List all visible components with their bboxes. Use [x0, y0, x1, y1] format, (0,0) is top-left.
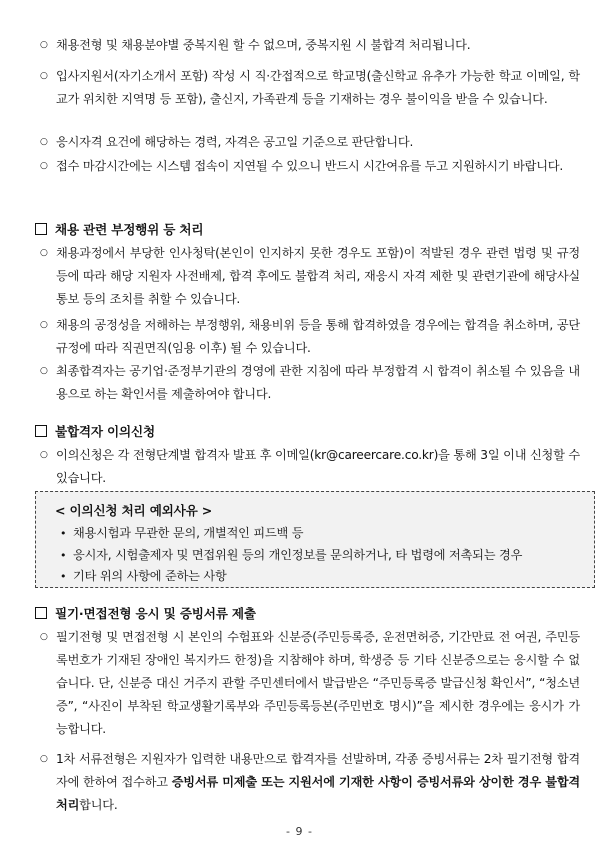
square-box-icon	[35, 223, 47, 235]
list-item	[40, 748, 580, 817]
list-item	[40, 360, 580, 406]
circle-bullet-icon: ○	[40, 754, 48, 764]
emphasis-text: 증빙서류 미제출 또는 지원서에 기재한 사항이 증빙서류와 상이한 경우 불합격 처리	[56, 775, 580, 812]
appeal-exception-box	[35, 491, 595, 588]
list-item-text: 응시자격 요건에 해당하는 경력, 자격은 공고일 기준으로 판단합니다.	[56, 135, 414, 149]
circle-bullet-icon: ○	[40, 71, 48, 81]
notice-title: < 이의신청 처리 예외사유 >	[55, 503, 213, 518]
list-item	[40, 314, 580, 360]
list-item	[40, 444, 580, 490]
circle-bullet-icon: ○	[40, 248, 48, 258]
dot-bullet-icon: •	[60, 527, 67, 540]
notice-list	[60, 523, 522, 588]
list-item	[40, 155, 580, 178]
list-item	[40, 131, 580, 154]
list-item-text: 이의신청은 각 전형단계별 합격자 발표 후 이메일(kr@careercare.co.kr)을 통해 3일 이내 신청할 수 있습니다.	[56, 448, 580, 485]
section-heading-exam: 필기·면접전형 응시 및 증빙서류 제출	[35, 603, 575, 625]
section-heading-fraud: 채용 관련 부정행위 등 처리	[35, 219, 575, 241]
list-item-text: 채용의 공정성을 저해하는 부정행위, 채용비위 등을 통해 합격하였을 경우에는 합격을 취소하며, 공단 규정에 따라 직권면직(임용 이후) 될 수 있습니다.	[56, 318, 580, 355]
list-item-text: 채용과정에서 부당한 인사청탁(본인이 인지하지 못한 경우도 포함)이 적발된 경우 관련 법령 및 규정 등에 따라 해당 지원자 사전배제, 합격 후에도 불합격 처리, 재응시 자격 제한 및 관련기관에 해당사실 통보 등의 조치를 취할 수 있습니다.	[56, 246, 580, 306]
notice-item: • 채용시험과 무관한 문의, 개별적인 피드백 등	[60, 523, 522, 545]
circle-bullet-icon: ○	[40, 632, 48, 642]
circle-bullet-icon: ○	[40, 450, 48, 460]
section-heading-appeal: 불합격자 이의신청	[35, 421, 575, 443]
page-number: - 9 -	[286, 825, 313, 838]
dot-bullet-icon: •	[60, 570, 67, 583]
circle-bullet-icon: ○	[40, 40, 48, 50]
dot-bullet-icon: •	[60, 548, 67, 562]
notice-item: • 응시자, 시험출제자 및 면접위원 등의 개인정보를 문의하거나, 타 법령에 저촉되는 경우	[60, 545, 522, 567]
list-item-text: 접수 마감시간에는 시스템 접속이 지연될 수 있으니 반드시 시간여유를 두고 지원하시기 바랍니다.	[56, 159, 564, 173]
circle-bullet-icon: ○	[40, 137, 48, 147]
list-item-text: 필기전형 및 면접전형 시 본인의 수험표와 신분증(주민등록증, 운전면허증, 기간만료 전 여권, 주민등록번호가 기재된 장애인 복지카드 한정)을 지참해야 하며, 학생증 등 기타 신분증으로는 응시할 수 없습니다. 단, 신분증 대신 거주지 관할 주민센터에서 발급받은 “주민등록증 발급신청 확인서”, “청소년증”, “사진이 부착된 학교생활기록부와 주민등록등본(주민번호 명시)”을 제시한 경우에는 응시가 가능합니다.	[56, 630, 580, 736]
circle-bullet-icon: ○	[40, 320, 48, 330]
list-item-text: 최종합격자는 공기업·준정부기관의 경영에 관한 지침에 따라 부정합격 시 합격이 취소될 수 있음을 내용으로 하는 확인서를 제출하여야 합니다.	[56, 364, 580, 401]
list-item	[40, 65, 580, 111]
list-item-text: 1차 서류전형은 지원자가 입력한 내용만으로 합격자를 선발하며, 각종 증빙서류는 2차 필기전형 합격자에 한하여 접수하고 증빙서류 미제출 또는 지원서에 기재한 사항이 증빙서류와 상이한 경우 불합격 처리합니다.	[56, 752, 580, 812]
list-item	[40, 242, 580, 311]
list-item-text: 입사지원서(자기소개서 포함) 작성 시 직·간접적으로 학교명(출신학교 유추가 가능한 학교 이메일, 학교가 위치한 지역명 등 포함), 출신지, 가족관계 등을 기재하는 경우 불이익을 받을 수 있습니다.	[56, 69, 580, 106]
square-box-icon	[35, 607, 47, 619]
list-item	[40, 34, 580, 57]
circle-bullet-icon: ○	[40, 366, 48, 376]
notice-item: • 기타 위의 사항에 준하는 사항	[60, 566, 522, 588]
square-box-icon	[35, 425, 47, 437]
circle-bullet-icon: ○	[40, 161, 48, 171]
list-item	[40, 626, 580, 741]
list-item-text: 채용전형 및 채용분야별 중복지원 할 수 없으며, 중복지원 시 불합격 처리됩니다.	[56, 38, 471, 52]
